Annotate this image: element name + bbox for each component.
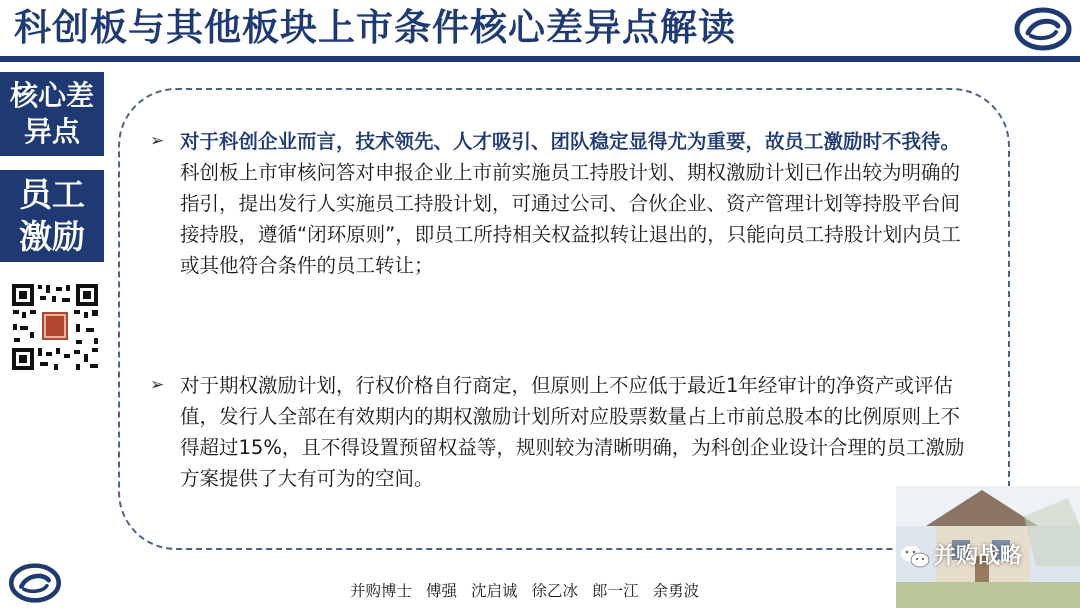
watermark-text: 并购战略 (934, 544, 1023, 569)
wechat-icon (900, 544, 930, 570)
author-name: 郎一江 (592, 582, 639, 600)
author-name: 余勇波 (652, 582, 700, 600)
author-name: 并购博士 (350, 582, 413, 600)
bullet-option-incentive (150, 370, 970, 494)
bullet-highlight: 对于科创企业而言，技术领先、人才吸引、团队稳定显得尤为重要，故员工激励时不我待。 (180, 130, 961, 153)
bullet-employee-stock-plan (150, 126, 970, 281)
qr-code-icon (10, 282, 100, 372)
author-name: 傅强 (426, 582, 458, 600)
author-name: 沈启诚 (471, 582, 518, 600)
company-logo-icon (1014, 6, 1072, 52)
title-rule (0, 56, 1080, 62)
bullet-arrow-icon: ➢ (150, 131, 165, 151)
bullet-text (180, 370, 970, 494)
side-label-employee-incentive: 员工激励 (0, 170, 104, 262)
author-name: 徐乙冰 (531, 582, 579, 600)
side-label-core-difference: 核心差异点 (0, 72, 104, 156)
bullet-body: 科创板上市审核问答对申报企业上市前实施员工持股计划、期权激励计划已作出较为明确的指引，提出发行人实施员工持股计划，可通过公司、合伙企业、资产管理计划等持股平台间接持股，遵循“闭环原则”，即员工所持相关权益拟转让退出的，只能向员工持股计划内员工或其他符合条件的员工转让； (180, 161, 961, 277)
bullet-arrow-icon: ➢ (150, 375, 165, 395)
company-logo-icon (8, 562, 62, 604)
bullet-text (180, 126, 970, 281)
bullet-body: 对于期权激励计划，行权价格自行商定，但原则上不应低于最近1年经审计的净资产或评估值，发行人全部在有效期内的期权激励计划所对应股票数量占上市前总股本的比例原则上不得超过15%，且不得设置预留权益等，规则较为清晰明确，为科创企业设计合理的员工激励方案提供了大有可为的空间。 (180, 374, 965, 490)
footer-authors (350, 578, 713, 604)
slide-title: 科创板与其他板块上市条件核心差异点解读 (14, 6, 736, 49)
